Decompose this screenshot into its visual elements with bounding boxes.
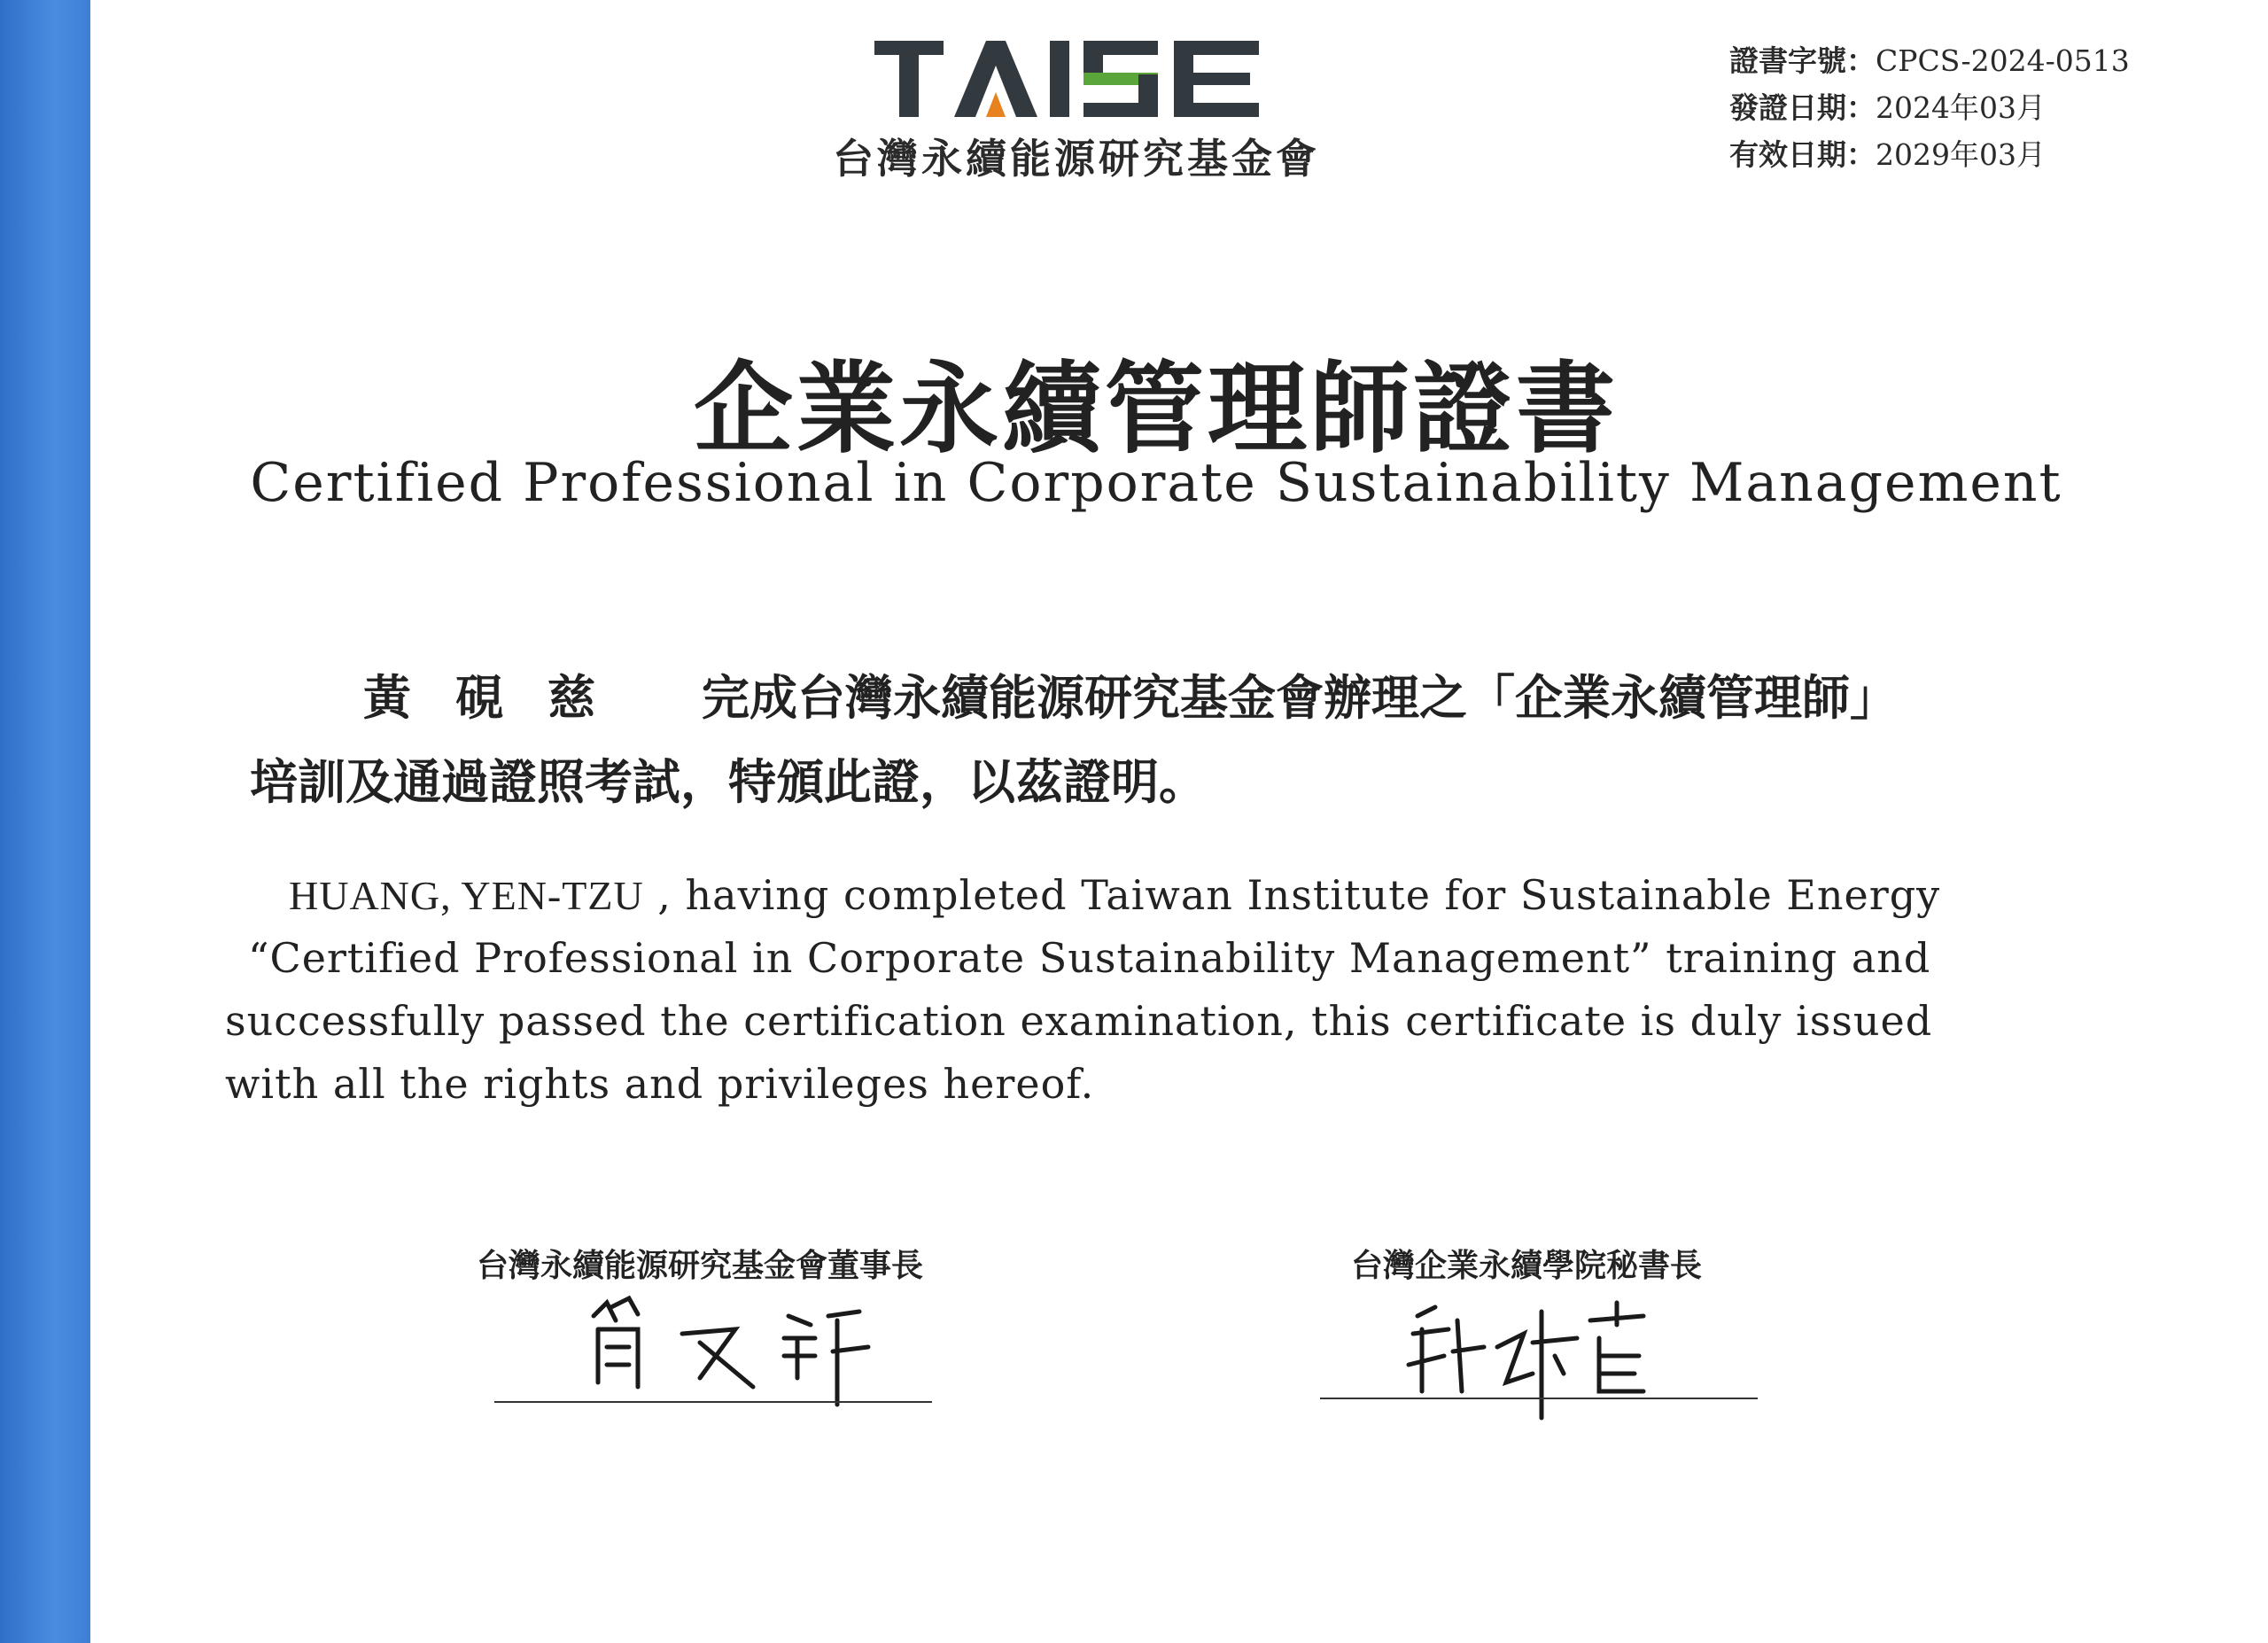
body-en-line-4: with all the rights and privileges hereof. (225, 1060, 1095, 1108)
signature-1-line (494, 1401, 932, 1403)
taise-logo (873, 35, 1280, 124)
signature-1-image (576, 1289, 877, 1413)
body-en-line-1: HUANG, YEN-TZU , having completed Taiwan Institute for Sustainable Energy (289, 871, 1941, 919)
recipient-name-en: HUANG, YEN-TZU (289, 873, 644, 918)
certificate-title-en: Certified Professional in Corporate Sustainability Management (250, 452, 2062, 514)
body-cn-line-2: 培訓及通過證照考試，特頒此證，以茲證明。 (250, 753, 1207, 810)
signatory-2-title: 台灣企業永續學院秘書長 (1351, 1247, 1703, 1284)
taise-wordmark-icon (873, 35, 1280, 124)
body-en (225, 864, 2121, 1116)
valid-date-row: 有效日期：2029年03月 (1729, 137, 2046, 172)
recipient-name-cn: 黃硯慈 (363, 669, 640, 726)
valid-date: 2029年03月 (1876, 137, 2046, 172)
org-name-cn: 台灣永續能源研究基金會 (833, 135, 1320, 183)
certificate-meta (1729, 37, 2130, 178)
issue-date-row: 發證日期：2024年03月 (1729, 90, 2046, 125)
issue-date: 2024年03月 (1876, 90, 2046, 125)
body-cn-line-1: 黃硯慈 完成台灣永續能源研究基金會辦理之「企業永續管理師」 (363, 669, 1898, 726)
signature-2-line (1320, 1398, 1758, 1399)
signatory-1-title: 台灣永續能源研究基金會董事長 (477, 1247, 924, 1284)
cert-number: CPCS-2024-0513 (1876, 43, 2130, 78)
cert-number-row: 證書字號：CPCS-2024-0513 (1729, 43, 2130, 78)
side-color-bar (0, 0, 90, 1643)
certificate-title-cn: 企業永續管理師證書 (694, 351, 1619, 467)
signature-2-image (1400, 1294, 1683, 1427)
body-en-line-3: successfully passed the certification examination, this certificate is duly issued (225, 997, 1933, 1045)
body-en-line-2: “Certified Professional in Corporate Sustainability Management” training and (248, 934, 1931, 982)
